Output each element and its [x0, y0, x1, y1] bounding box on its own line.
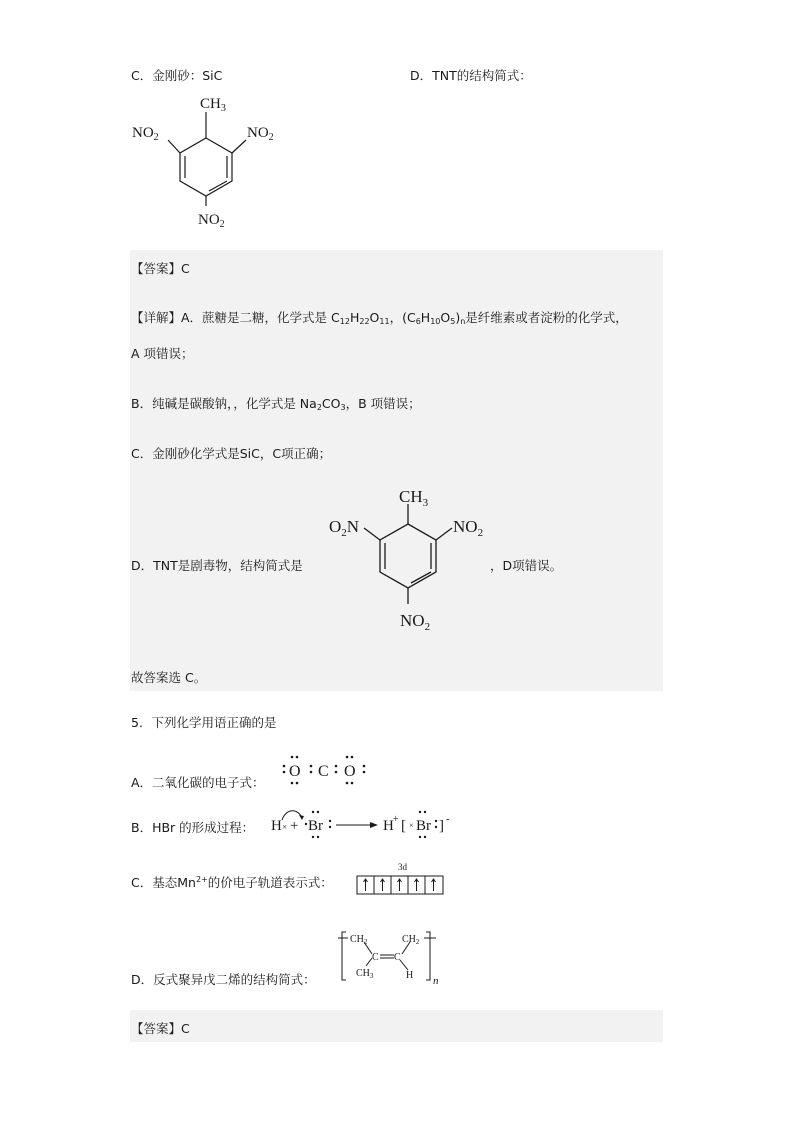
- hbr-h-ion: H: [383, 818, 394, 834]
- no2-label-right-large: $NO_2$: [453, 517, 484, 539]
- hbr-plus: +: [290, 818, 299, 834]
- hbr-h-charge: +: [393, 814, 399, 825]
- explain-line-a: 【详解】A．蔗糖是二糖，化学式是 $C_{12}H_{22}O_{11}$，$(C_6H_{10}O_5)_n$是纤维素或者淀粉的化学式，: [131, 310, 628, 326]
- co2-electron-formula: [280, 752, 370, 786]
- explain-line-d-suffix: ，D项错误。: [490, 558, 563, 573]
- hbr-bracket-open: [: [401, 818, 406, 834]
- question5-option-a: A．二氧化碳的电子式：: [131, 775, 265, 790]
- option-d-text: D．TNT的结构简式：: [410, 68, 532, 83]
- answer2-label: 【答案】C: [131, 1021, 190, 1036]
- question5-option-b: B．HBr 的形成过程：: [131, 820, 255, 835]
- c-right: C: [394, 952, 401, 963]
- explain-line-c: C．金刚砂化学式是SiC，C项正确；: [131, 446, 332, 461]
- co2-c: C: [318, 763, 329, 780]
- mn-orbital-diagram: [354, 862, 446, 896]
- hbr-x-electron: ×: [409, 821, 414, 830]
- hbr-formation: [268, 806, 458, 840]
- hbr-br-ion: Br: [416, 818, 431, 834]
- ch3-group: $CH_3$: [356, 968, 374, 980]
- c-left: C: [372, 952, 379, 963]
- orbital-3d-label: 3d: [398, 862, 407, 872]
- co2-o-right: O: [344, 763, 356, 780]
- no2-label-right: $NO_2$: [247, 125, 274, 143]
- electron-arrow-head: [299, 815, 304, 820]
- explain-line-a-cont: A 项错误；: [131, 346, 194, 361]
- ch3-label: $CH_3$: [200, 96, 226, 114]
- o2n-label-left-large: $O_2N$: [329, 517, 360, 539]
- explain-line-b: B．纯碱是碳酸钠，，化学式是 $Na_2CO_3$，B 项错误；: [131, 396, 421, 412]
- ch2-right: $CH_2$: [402, 934, 420, 946]
- hbr-br: Br: [308, 818, 323, 834]
- hbr-h-electron: ×: [282, 822, 288, 832]
- tnt-structure-large: [326, 480, 496, 640]
- hbr-br-charge: -: [446, 813, 450, 825]
- tnt-structure-small: [128, 88, 298, 238]
- co2-o-left: O: [289, 763, 301, 780]
- h-group: H: [406, 970, 414, 981]
- trans-polyisoprene-structure: [336, 928, 448, 986]
- explain-conclusion: 故答案选 C。: [131, 670, 207, 685]
- ch2-left: $CH_2$: [350, 934, 368, 946]
- option-c-text: C．金刚砂：SiC: [131, 68, 223, 83]
- answer-label: 【答案】C: [131, 261, 190, 276]
- answer2-panel: [130, 1010, 663, 1042]
- explain-line-d-prefix: D．TNT是剧毒物，结构简式是: [131, 558, 303, 573]
- no2-label-bottom-large: $NO_2$: [400, 611, 431, 633]
- hbr-bracket-close: ]: [439, 818, 444, 834]
- no2-label-left: $NO_2$: [132, 125, 159, 143]
- question5-stem: 5．下列化学用语正确的是: [131, 715, 277, 730]
- repeat-n: n: [433, 975, 439, 986]
- hbr-h: H: [271, 818, 282, 834]
- question5-option-c: C．基态$Mn^{2+}$的价电子轨道表示式：: [131, 875, 333, 890]
- ch3-label-large: $CH_3$: [399, 487, 429, 509]
- no2-label-bottom: $NO_2$: [198, 212, 225, 230]
- question5-option-d: D．反式聚异戊二烯的结构简式：: [131, 972, 316, 987]
